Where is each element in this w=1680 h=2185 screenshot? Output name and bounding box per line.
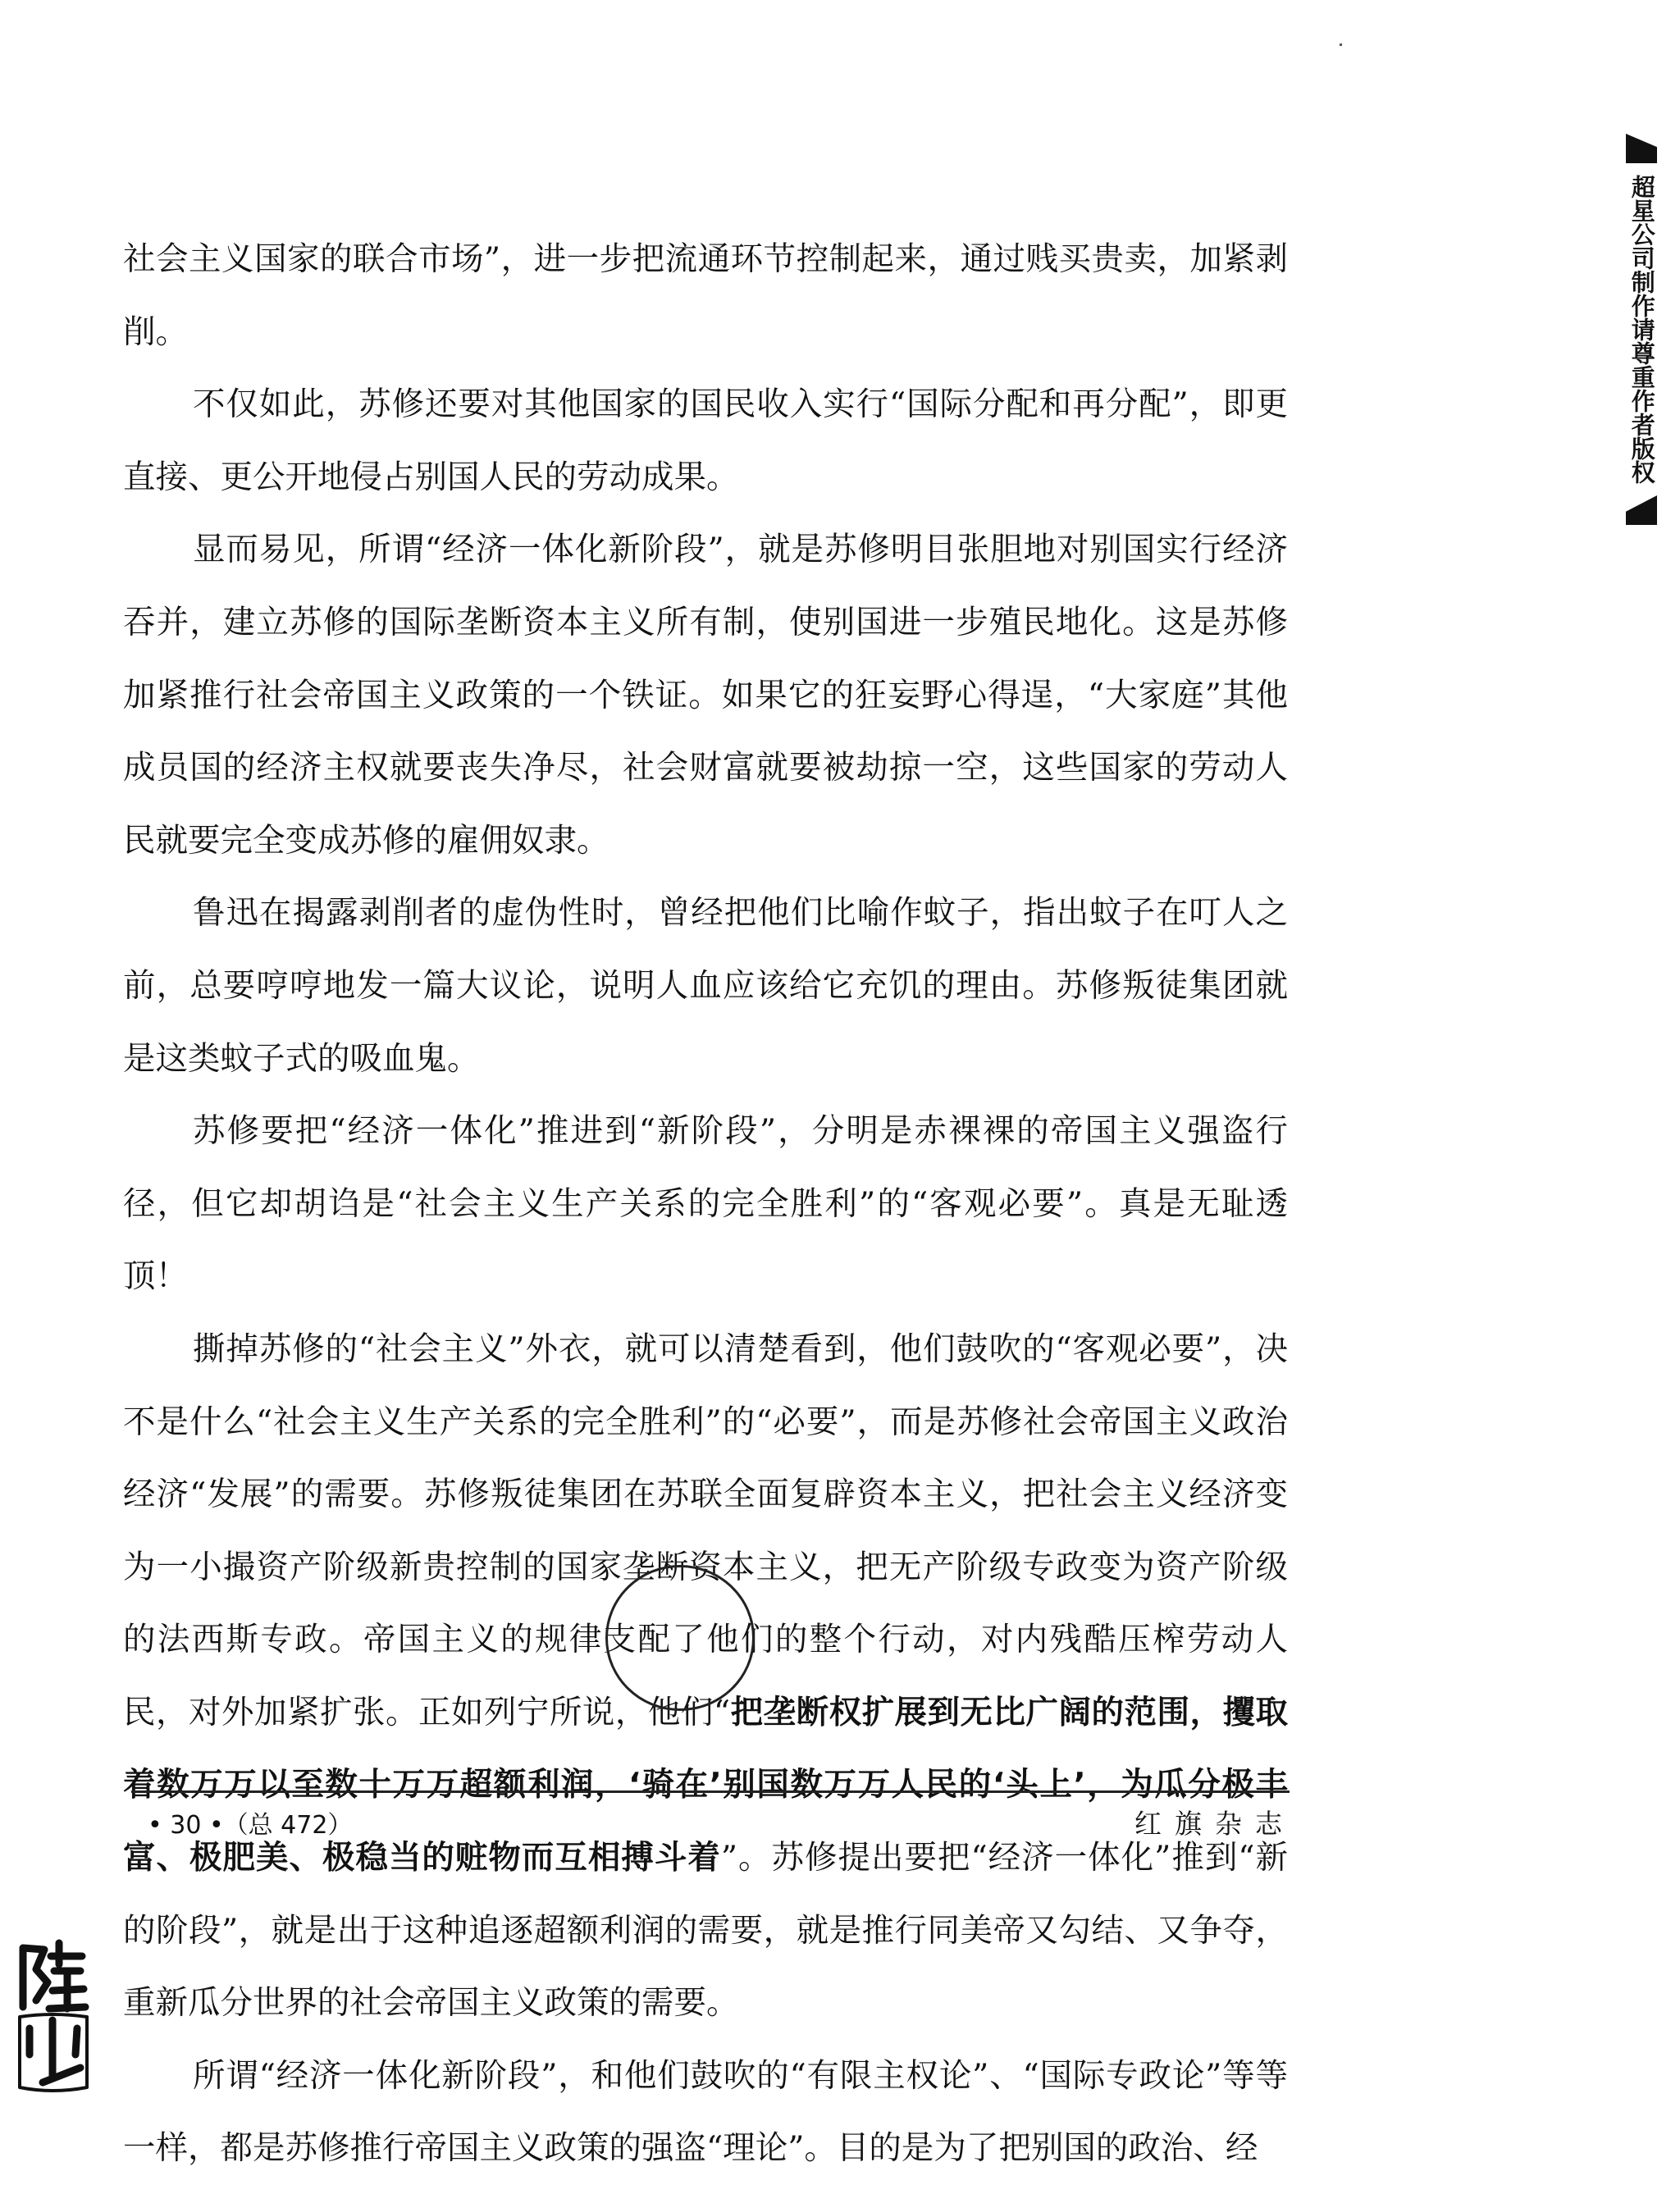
scan-speck [1340, 43, 1342, 46]
paragraph-5: 苏修要把“经济一体化”推进到“新阶段”，分明是赤裸裸的帝国主义强盗行径，但它却胡诌是“社会主义生产关系的完全胜利”的“客观必要”。真是无耻透顶！ [123, 1112, 1288, 1296]
paragraph-2: 不仅如此，苏修还要对其他国家的国民收入实行“国际分配和再分配”，即更直接、更公开地侵占别国人民的劳动成果。 [123, 385, 1288, 496]
footer-rule [131, 1790, 1290, 1793]
paragraph-1: 社会主义国家的联合市场”，进一步把流通环节控制起来，通过贱买贵卖，加紧剥削。 [123, 240, 1288, 351]
owner-seal-stamp [11, 1932, 94, 2096]
library-stamp-circle [605, 1565, 755, 1711]
journal-name: 红旗杂志 [1134, 1808, 1295, 1840]
copyright-notice: 超星公司制作请尊重作者版权 [1628, 175, 1656, 484]
strip-top-mark [1626, 134, 1657, 163]
lenin-quotation: 把垄断权扩展到无比广阔的范围，攫取着数万万以至数十万万超额利润，‘骑在’别国数万万人民的‘头上’，为瓜分极丰富、极肥美、极稳当的赃物而互相搏斗着 [123, 1693, 1288, 1877]
paragraph-3: 显而易见，所谓“经济一体化新阶段”，就是苏修明目张胆地对别国实行经济吞并，建立苏修的国际垄断资本主义所有制，使别国进一步殖民地化。这是苏修加紧推行社会帝国主义政策的一个铁证。如果它的狂妄野心得逞，“大家庭”其他成员国的经济主权就要丧失净尽，社会财富就要被劫掠一空，这些国家的劳动人民就要完全变成苏修的雇佣奴隶。 [123, 531, 1288, 860]
page-number: • 30 •（总 472） [148, 1811, 353, 1840]
strip-bottom-mark [1626, 495, 1657, 525]
paragraph-6-tail: ”。苏修提出要把“经济一体化”推到“新的阶段”，就是出于这种追逐超额利润的需要，就是推行同美帝又勾结、又争夺，重新瓜分世界的社会帝国主义政策的需要。 [123, 1839, 1288, 2023]
paragraph-7: 所谓“经济一体化新阶段”，和他们鼓吹的“有限主权论”、“国际专政论”等等一样，都是苏修推行帝国主义政策的强盗“理论”。目的是为了把别国的政治、经 [123, 2056, 1288, 2168]
paragraph-6-lead: 撕掉苏修的“社会主义”外衣，就可以清楚看到，他们鼓吹的“客观必要”，决不是什么“社会主义生产关系的完全胜利”的“必要”，而是苏修社会帝国主义政治经济“发展”的需要。苏修叛徒集团在苏联全面复辟资本主义，把社会主义经济变为一小撮资产阶级新贵控制的国家垄断资本主义，把无产阶级专政变为资产阶级的法西斯专政。帝国主义的规律支配了他们的整个行动，对内残酷压榨劳动人民，对外加紧扩张。正如列宁所说，他们“ [123, 1330, 1288, 1731]
paragraph-4: 鲁迅在揭露剥削者的虚伪性时，曾经把他们比喻作蚊子，指出蚊子在叮人之前，总要哼哼地发一篇大议论，说明人血应该给它充饥的理由。苏修叛徒集团就是这类蚊子式的吸血鬼。 [123, 894, 1288, 1078]
article-body [123, 223, 1288, 2185]
copyright-side-strip [1623, 134, 1660, 525]
